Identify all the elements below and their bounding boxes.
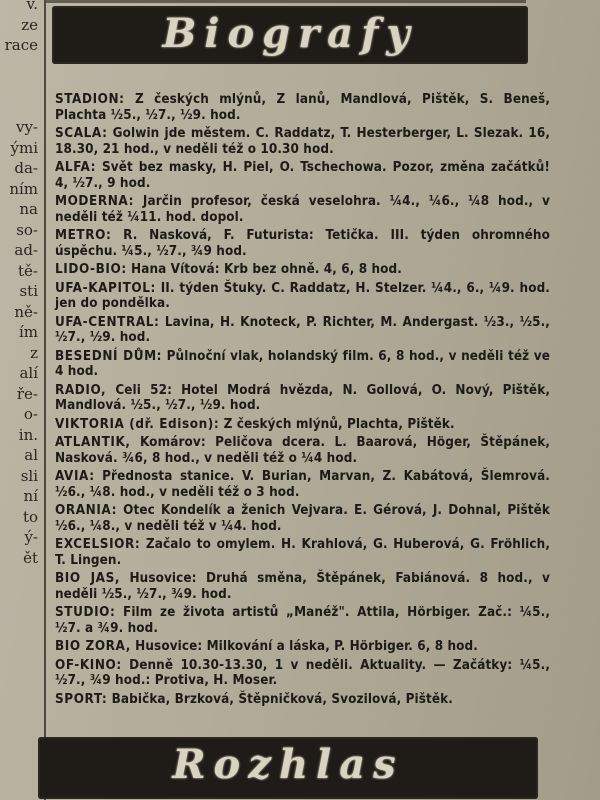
listing-entry	[55, 571, 550, 602]
header-banner-title: Biografy	[162, 10, 418, 57]
listing-text: Přednosta stanice. V. Burian, Marvan, Z. Kabátová, Šlemrová. ½6., ¼8. hod., v neděli též o 3 hod.	[55, 469, 550, 500]
left-fragment: tě-	[18, 261, 38, 280]
listing-entry	[55, 605, 550, 636]
listing-entry	[55, 658, 550, 689]
listing-name: METRO:	[55, 228, 112, 243]
listing-entry	[55, 160, 550, 191]
listing-text: Půlnoční vlak, holandský film. 6, 8 hod., v neděli též ve 4 hod.	[55, 348, 551, 379]
left-column-fragments	[0, 0, 40, 800]
listing-text: Začalo to omylem. H. Krahlová, G. Huberová, G. Fröhlich, T. Lingen.	[55, 537, 550, 568]
listing-entry	[55, 126, 550, 157]
footer-banner	[38, 737, 538, 799]
left-fragment	[0, 56, 40, 77]
left-fragment: ně-	[14, 302, 38, 321]
left-fragment: ní	[23, 487, 38, 505]
listing-name: EXCELSIOR:	[55, 537, 141, 552]
listing-text: Hana Vítová: Krb bez ohně. 4, 6, 8 hod.	[126, 262, 402, 277]
listing-entry	[55, 692, 550, 708]
listing-entry	[55, 349, 550, 380]
listing-text: Husovice: Druhá směna, Štěpánek, Fabiánová. 8 hod., v neděli ½5., ½7., ¾9. hod.	[55, 571, 550, 602]
left-fragment	[0, 97, 40, 118]
left-fragment: sli	[20, 466, 38, 485]
listing-name: STADION:	[55, 92, 125, 107]
left-fragment: v.	[26, 0, 38, 13]
left-fragment	[0, 76, 40, 97]
left-fragment: ře-	[16, 384, 38, 403]
header-banner	[52, 6, 528, 64]
listing-text: Lavina, H. Knoteck, P. Richter, M. Andergast. ½3., ½5., ½7., ½9. hod.	[55, 314, 550, 345]
listing-entry	[55, 281, 550, 312]
listing-name: STUDIO:	[55, 605, 116, 620]
listing-name: ALFA:	[55, 160, 97, 175]
left-fragment: al	[24, 446, 38, 464]
left-fragment: vy-	[15, 118, 38, 136]
left-fragment: race	[4, 36, 38, 54]
top-border-line	[46, 0, 526, 3]
left-fragment: to	[22, 507, 38, 526]
listing-name: AVIA:	[55, 469, 95, 484]
listing-name: ATLANTIK,	[55, 435, 131, 450]
listing-name: LIDO-BIO:	[55, 262, 127, 277]
listing-entry	[55, 417, 550, 433]
listing-text: Z českých mlýnů, Plachta, Pištěk.	[219, 416, 455, 432]
listing-text: Film ze života artistů „Manéž". Attila, Hörbiger. Zač.: ¼5., ½7. a ¾9. hod.	[55, 605, 550, 636]
listing-text: Jarčin profesor, česká veselohra. ¼4., ¼6., ¼8 hod., v neděli též ¼11. hod. dopol.	[55, 194, 550, 225]
listing-text: Z českých mlýnů, Z lanů, Mandlová, Pištěk, S. Beneš, Plachta ½5., ½7., ½9. hod.	[55, 92, 550, 123]
listing-entry	[55, 262, 550, 278]
listing-text: Husovice: Milkování a láska, P. Hörbiger. 6, 8 hod.	[130, 639, 478, 654]
listing-name: ORANIA:	[55, 503, 117, 518]
left-fragment: ze	[21, 15, 38, 34]
listing-name: OF-KINO:	[55, 657, 122, 673]
left-fragment: ý-	[24, 528, 38, 546]
left-fragment: da-	[14, 159, 38, 177]
listing-entry	[55, 228, 550, 259]
listing-name: MODERNA:	[55, 194, 135, 209]
listing-name: BESEDNÍ DŮM:	[55, 348, 163, 364]
left-fragment: na	[19, 200, 38, 218]
listing-text: II. týden Štuky. C. Raddatz, H. Stelzer. ¼4., 6., ¼9. hod. jen do pondělka.	[55, 280, 550, 311]
listing-entry	[55, 315, 550, 346]
left-fragment: sti	[19, 282, 38, 300]
listing-entry	[55, 503, 550, 534]
listing-entry	[55, 92, 550, 123]
listing-entry	[55, 383, 550, 414]
left-fragment: in.	[18, 425, 38, 444]
left-fragment: o-	[23, 405, 38, 423]
listing-name: SCALA:	[55, 126, 108, 141]
column-divider	[44, 0, 46, 800]
listing-entry	[55, 469, 550, 500]
left-fragment: ět	[23, 548, 38, 567]
footer-banner-title: Rozhlas	[172, 741, 404, 788]
cinema-listings	[55, 92, 550, 710]
listing-name: RADIO,	[55, 382, 107, 398]
left-fragment: ním	[9, 179, 38, 198]
left-fragment: ím	[18, 323, 38, 341]
listing-text: Babička, Brzková, Štěpničková, Svozilová, Pištěk.	[107, 691, 453, 707]
left-fragment: z	[30, 343, 38, 362]
listing-name: VIKTORIA (dř. Edison):	[55, 416, 220, 432]
listing-name: UFA-KAPITOL:	[55, 280, 156, 296]
listing-name: BIO JAS,	[55, 571, 121, 586]
listing-entry	[55, 537, 550, 568]
listing-text: Celi 52: Hotel Modrá hvězda, N. Gollová, O. Nový, Pištěk, Mandlová. ½5., ½7., ½9. hod.	[55, 382, 550, 413]
listing-text: Otec Kondelík a ženich Vejvara. E. Gérová, J. Dohnal, Pištěk ½6., ¼8., v neděli též v ¼4. hod.	[55, 503, 550, 534]
left-fragment: ad-	[14, 241, 38, 259]
listing-name: UFA-CENTRAL:	[55, 314, 160, 330]
listing-text: Denně 10.30-13.30, 1 v neděli. Aktuality. — Začátky: ¼5., ½7., ¾9 hod.: Protiva, H. Moser.	[55, 657, 550, 688]
listing-text: Svět bez masky, H. Piel, O. Tschechowa. Pozor, změna začátků! 4, ½7., 9 hod.	[55, 160, 550, 191]
listing-text: R. Nasková, F. Futurista: Tetička. III. týden ohromného úspěchu. ¼5., ½7., ¾9 hod.	[55, 228, 550, 259]
left-fragment: ými	[10, 138, 38, 157]
left-fragment: so-	[16, 220, 38, 239]
left-fragment: alí	[19, 364, 38, 382]
listing-text: Komárov: Peličova dcera. L. Baarová, Höger, Štěpánek, Nasková. ¾6, 8 hod., v neděli též o ¼4 hod.	[55, 435, 550, 466]
listing-name: SPORT:	[55, 691, 108, 707]
listing-entry	[55, 194, 550, 225]
listing-name: BIO ZORA,	[55, 639, 131, 654]
listing-entry	[55, 639, 550, 655]
listing-text: Golwin jde městem. C. Raddatz, T. Hesterberger, L. Slezak. 16, 18.30, 21 hod., v neděli též o 10.30 hod.	[55, 126, 550, 157]
listing-entry	[55, 435, 550, 466]
